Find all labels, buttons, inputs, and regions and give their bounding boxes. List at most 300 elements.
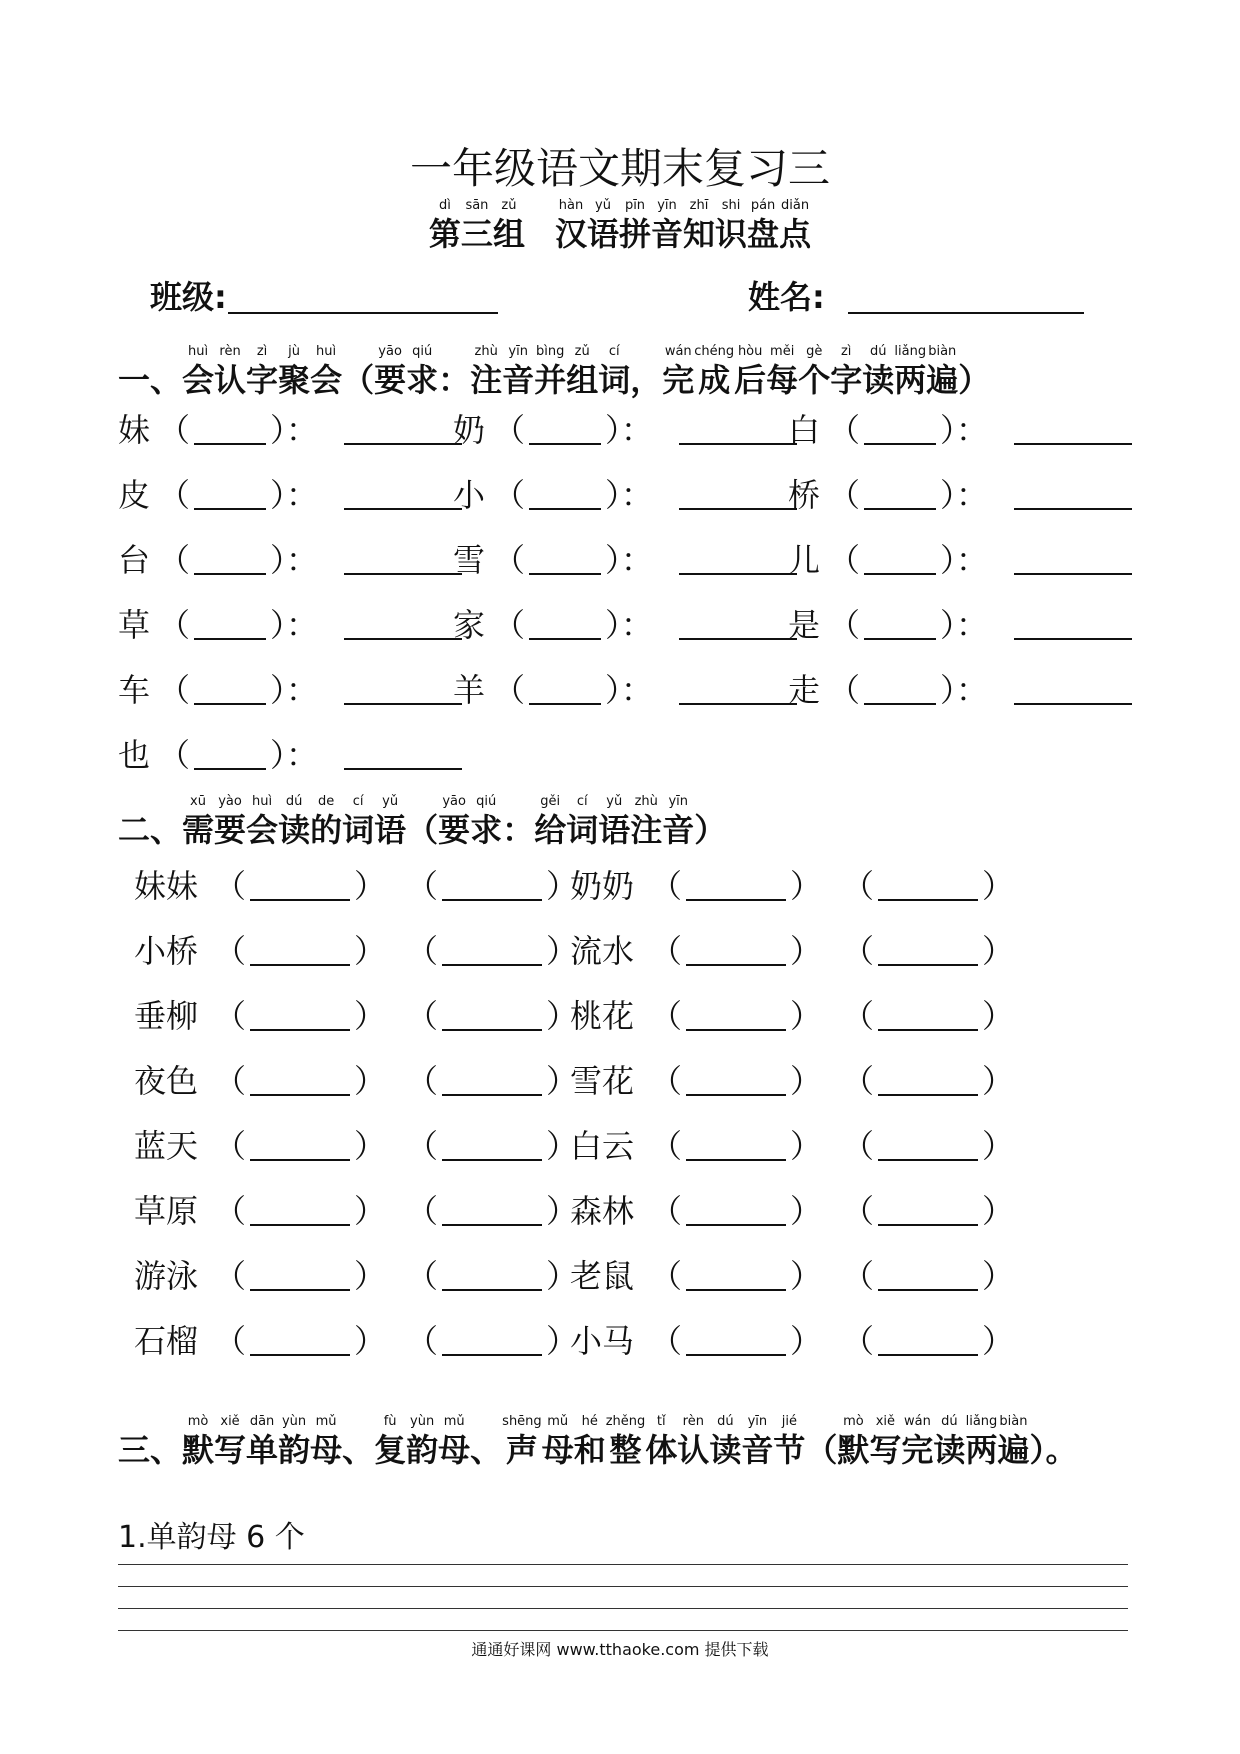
pinyin-blank[interactable] <box>194 610 266 640</box>
pinyin-blank[interactable] <box>864 480 936 510</box>
hanzi: 词 <box>342 811 375 849</box>
hanzi: 组 <box>566 361 599 399</box>
word-item <box>134 996 578 1036</box>
ruby-char <box>677 1414 709 1470</box>
pinyin-label: yào <box>218 794 242 809</box>
ruby-char <box>470 344 502 400</box>
hanzi: 默 <box>837 1431 870 1469</box>
char: 草 <box>118 606 151 644</box>
word-item <box>134 1256 578 1296</box>
pinyin-label: biàn <box>928 344 957 359</box>
paren-close: ） <box>790 997 823 1035</box>
char: 走 <box>788 671 821 709</box>
ruby-char <box>662 344 694 400</box>
pinyin-blank[interactable] <box>442 871 542 901</box>
paren-close: ）： <box>940 606 989 644</box>
word-item <box>134 1321 578 1361</box>
paren-close: ）： <box>605 411 654 449</box>
ruby-char <box>406 1414 438 1470</box>
paren-close: ） <box>354 932 387 970</box>
word-blank[interactable] <box>1014 545 1132 575</box>
writing-line[interactable] <box>118 1586 1128 1587</box>
ruby-char <box>278 344 310 400</box>
pinyin-label: wán <box>903 1414 931 1429</box>
word-blank[interactable] <box>344 675 462 705</box>
ruby-char <box>182 344 214 400</box>
word-blank[interactable] <box>679 415 797 445</box>
pinyin-label: hàn <box>558 198 584 213</box>
paren-open: （ <box>842 1322 875 1360</box>
ruby-char <box>651 198 683 254</box>
word-blank[interactable] <box>344 740 462 770</box>
heading-text: 三、 <box>118 1431 183 1469</box>
pinyin-label: jié <box>781 1414 797 1429</box>
pinyin-label: gè <box>806 344 823 359</box>
word: 小桥 <box>134 932 199 970</box>
hanzi: 汉 <box>554 215 587 253</box>
ruby-char <box>598 794 630 850</box>
ruby-char <box>662 794 694 850</box>
pinyin-label: yùn <box>410 1414 435 1429</box>
hanzi: 节 <box>773 1431 806 1469</box>
char-item <box>118 735 462 775</box>
footer: 通通好课网 www.tthaoke.com 提供下载 <box>471 1640 769 1659</box>
char-item <box>118 475 462 515</box>
pinyin-blank[interactable] <box>442 1066 542 1096</box>
ruby-char <box>470 794 502 850</box>
ruby-char <box>830 344 862 400</box>
pinyin-blank[interactable] <box>442 1196 542 1226</box>
paren-open: （ <box>158 736 191 774</box>
paren-close: ） <box>790 1322 823 1360</box>
pinyin-label: yǔ <box>595 198 611 213</box>
pinyin-blank[interactable] <box>194 480 266 510</box>
char-item <box>453 410 797 450</box>
paren-close: ） <box>790 1127 823 1165</box>
ruby-char <box>214 1414 246 1470</box>
pinyin-label: yāo <box>442 794 466 809</box>
pinyin-blank[interactable] <box>878 1001 978 1031</box>
hanzi: 要 <box>438 811 471 849</box>
ruby-char <box>566 344 598 400</box>
pinyin-blank[interactable] <box>878 871 978 901</box>
ruby-char <box>862 344 894 400</box>
ruby-char <box>310 1414 342 1470</box>
hanzi: 字 <box>246 361 279 399</box>
hanzi: 复 <box>374 1431 407 1469</box>
word: 奶奶 <box>570 867 635 905</box>
pinyin-blank[interactable] <box>864 415 936 445</box>
ruby-char <box>438 794 470 850</box>
pinyin-blank[interactable] <box>864 675 936 705</box>
paren-close: ） <box>354 997 387 1035</box>
paren-open: （ <box>406 1062 439 1100</box>
pinyin-label: mǔ <box>315 1414 337 1429</box>
ruby-char <box>965 1414 997 1470</box>
page-title: 一年级语文期末复习三 <box>409 144 830 193</box>
pinyin-blank[interactable] <box>250 936 350 966</box>
paren-open: （ <box>214 932 247 970</box>
ruby-char <box>779 198 811 254</box>
paren-open: （ <box>214 1192 247 1230</box>
writing-line[interactable] <box>118 1564 1128 1565</box>
ruby-char <box>747 198 779 254</box>
word: 草原 <box>134 1192 199 1230</box>
pinyin-blank[interactable] <box>686 1131 786 1161</box>
pinyin-blank[interactable] <box>529 415 601 445</box>
ruby-char <box>734 344 766 400</box>
hanzi: 母 <box>541 1431 574 1469</box>
pinyin-label: cí <box>608 344 620 359</box>
ruby-char <box>606 1414 646 1470</box>
hanzi: 三 <box>460 215 493 253</box>
hanzi: 的 <box>310 811 343 849</box>
word: 垂柳 <box>134 997 199 1035</box>
hanzi: 遍 <box>926 361 959 399</box>
char-item <box>453 540 797 580</box>
pinyin-blank[interactable] <box>686 871 786 901</box>
pinyin-label: dú <box>941 1414 958 1429</box>
pinyin-blank[interactable] <box>250 1001 350 1031</box>
ruby-char <box>429 198 461 254</box>
char: 桥 <box>788 476 821 514</box>
ruby-char <box>598 344 630 400</box>
word-blank[interactable] <box>679 610 797 640</box>
heading-text: （ <box>805 1431 838 1469</box>
pinyin-blank[interactable] <box>442 1326 542 1356</box>
word: 白云 <box>570 1127 635 1165</box>
paren-open: （ <box>158 606 191 644</box>
word-item <box>134 1126 578 1166</box>
pinyin-blank[interactable] <box>529 545 601 575</box>
paren-open: （ <box>828 541 861 579</box>
pinyin-label: xiě <box>875 1414 896 1429</box>
paren-open: （ <box>650 997 683 1035</box>
pinyin-blank[interactable] <box>878 936 978 966</box>
pinyin-blank[interactable] <box>194 675 266 705</box>
hanzi: 读 <box>278 811 311 849</box>
heading-text: 二、 <box>118 811 183 849</box>
pinyin-blank[interactable] <box>878 1196 978 1226</box>
pinyin-label: rèn <box>219 344 241 359</box>
word: 石榴 <box>134 1322 199 1360</box>
paren-close: ） <box>354 1257 387 1295</box>
char-item <box>453 475 797 515</box>
char: 白 <box>788 411 821 449</box>
hanzi: 识 <box>715 215 748 253</box>
paren-open: （ <box>828 606 861 644</box>
ruby-char <box>374 794 406 850</box>
paren-open: （ <box>214 997 247 1035</box>
pinyin-blank[interactable] <box>686 1066 786 1096</box>
ruby-char <box>619 198 651 254</box>
pinyin-label: zì <box>256 344 268 359</box>
pinyin-label: xū <box>190 794 206 809</box>
pinyin-label: jù <box>288 344 300 359</box>
pinyin-label: qiú <box>412 344 433 359</box>
pinyin-blank[interactable] <box>529 675 601 705</box>
word-blank[interactable] <box>344 480 462 510</box>
char-item <box>118 410 462 450</box>
paren-open: （ <box>650 1192 683 1230</box>
hanzi: 要 <box>214 811 247 849</box>
paren-open: （ <box>650 1062 683 1100</box>
paren-close: ）： <box>270 411 319 449</box>
ruby-char <box>502 344 534 400</box>
hanzi: 注 <box>630 811 663 849</box>
char-item <box>118 670 462 710</box>
paren-open: （ <box>842 1127 875 1165</box>
heading-text: ）。 <box>1029 1431 1078 1469</box>
hanzi: 默 <box>182 1431 215 1469</box>
ruby-char <box>837 1414 869 1470</box>
pinyin-label: yǔ <box>382 794 399 809</box>
pinyin-blank[interactable] <box>194 740 266 770</box>
pinyin-blank[interactable] <box>442 1001 542 1031</box>
word-blank[interactable] <box>344 415 462 445</box>
word-blank[interactable] <box>1014 480 1132 510</box>
pinyin-blank[interactable] <box>529 480 601 510</box>
ruby-char <box>182 1414 214 1470</box>
word-blank[interactable] <box>1014 675 1132 705</box>
hanzi: 注 <box>470 361 503 399</box>
paren-close: ）： <box>270 736 319 774</box>
pinyin-blank[interactable] <box>686 1261 786 1291</box>
pinyin-blank[interactable] <box>878 1326 978 1356</box>
pinyin-label: dì <box>438 198 451 213</box>
ruby-char <box>461 198 493 254</box>
word: 小马 <box>570 1322 635 1360</box>
pinyin-label: sān <box>465 198 489 213</box>
pinyin-blank[interactable] <box>878 1066 978 1096</box>
ruby-char <box>741 1414 773 1470</box>
pinyin-blank[interactable] <box>686 1326 786 1356</box>
word-blank[interactable] <box>679 480 797 510</box>
hanzi: 求 <box>470 811 503 849</box>
heading-text: ） <box>694 811 727 849</box>
word-blank[interactable] <box>1014 610 1132 640</box>
pinyin-label: dú <box>285 794 303 809</box>
subtitle <box>0 198 1240 254</box>
ruby-char <box>502 1414 542 1470</box>
section3-heading <box>118 1414 1077 1470</box>
char: 奶 <box>453 411 486 449</box>
paren-close: ） <box>546 867 579 905</box>
char-item <box>788 670 1132 710</box>
char: 也 <box>118 736 151 774</box>
hanzi: 第 <box>428 215 461 253</box>
paren-close: ）： <box>940 476 989 514</box>
word-blank[interactable] <box>679 545 797 575</box>
word-item <box>570 1191 1014 1231</box>
paren-close: ）： <box>270 476 319 514</box>
pinyin-blank[interactable] <box>250 1261 350 1291</box>
hanzi: 和 <box>573 1431 606 1469</box>
heading-text: （ <box>342 361 375 399</box>
hanzi: 音 <box>502 361 535 399</box>
pinyin-blank[interactable] <box>194 415 266 445</box>
word-blank[interactable] <box>1014 415 1132 445</box>
ruby-char <box>493 198 525 254</box>
hanzi: 每 <box>766 361 799 399</box>
paren-open: （ <box>650 1322 683 1360</box>
ruby-char <box>214 344 246 400</box>
char: 台 <box>118 541 151 579</box>
pinyin-blank[interactable] <box>250 1326 350 1356</box>
paren-close: ） <box>354 867 387 905</box>
pinyin-label: mò <box>843 1414 864 1429</box>
pinyin-label: diǎn <box>781 198 810 213</box>
paren-close: ）： <box>605 606 654 644</box>
paren-close: ）： <box>270 671 319 709</box>
pinyin-label: yīn <box>657 198 677 213</box>
pinyin-blank[interactable] <box>250 1196 350 1226</box>
ruby-char <box>566 794 598 850</box>
paren-close: ） <box>790 932 823 970</box>
ruby-char <box>683 198 715 254</box>
pinyin-blank[interactable] <box>250 1131 350 1161</box>
ruby-char <box>997 1414 1029 1470</box>
writing-line[interactable] <box>118 1608 1128 1609</box>
pinyin-label: dú <box>717 1414 734 1429</box>
pinyin-blank[interactable] <box>686 1196 786 1226</box>
paren-open: （ <box>406 997 439 1035</box>
paren-open: （ <box>650 867 683 905</box>
ruby-char <box>438 1414 470 1470</box>
char: 皮 <box>118 476 151 514</box>
paren-open: （ <box>650 1127 683 1165</box>
paren-close: ） <box>354 1062 387 1100</box>
word-item <box>570 1126 1014 1166</box>
ruby-char <box>933 1414 965 1470</box>
pinyin-label: huì <box>252 794 273 809</box>
hanzi: 知 <box>683 215 716 253</box>
ruby-char <box>630 794 662 850</box>
paren-close: ） <box>982 867 1015 905</box>
name-field[interactable] <box>848 312 1084 314</box>
pinyin-blank[interactable] <box>194 545 266 575</box>
paren-open: （ <box>650 1257 683 1295</box>
hanzi: 两 <box>965 1431 998 1469</box>
pinyin-blank[interactable] <box>878 1131 978 1161</box>
pinyin-blank[interactable] <box>529 610 601 640</box>
hanzi: 语 <box>374 811 407 849</box>
paren-open: （ <box>406 1192 439 1230</box>
hanzi: 母 <box>438 1431 471 1469</box>
char-item <box>788 540 1132 580</box>
paren-open: （ <box>214 1257 247 1295</box>
hanzi: 点 <box>779 215 812 253</box>
hanzi: 求 <box>406 361 439 399</box>
word: 桃花 <box>570 997 635 1035</box>
char: 妹 <box>118 411 151 449</box>
pinyin-blank[interactable] <box>250 871 350 901</box>
hanzi: 会 <box>182 361 215 399</box>
pinyin-label: biàn <box>999 1414 1028 1429</box>
word-blank[interactable] <box>344 610 462 640</box>
pinyin-label: yīn <box>508 344 528 359</box>
word-item <box>134 931 578 971</box>
pinyin-label: rèn <box>682 1414 704 1429</box>
hanzi: 词 <box>566 811 599 849</box>
paren-open: （ <box>493 476 526 514</box>
pinyin-blank[interactable] <box>250 1066 350 1096</box>
paren-open: （ <box>214 1062 247 1100</box>
word-blank[interactable] <box>344 545 462 575</box>
pinyin-label: dān <box>249 1414 275 1429</box>
pinyin-blank[interactable] <box>442 1261 542 1291</box>
hanzi: 读 <box>862 361 895 399</box>
pinyin-blank[interactable] <box>686 1001 786 1031</box>
hanzi: 要 <box>374 361 407 399</box>
hanzi: 拼 <box>618 215 651 253</box>
pinyin-blank[interactable] <box>878 1261 978 1291</box>
hanzi: 认 <box>214 361 247 399</box>
char-item <box>788 605 1132 645</box>
pinyin-label: yùn <box>281 1414 307 1429</box>
word: 流水 <box>570 932 635 970</box>
hanzi: 语 <box>586 215 619 253</box>
pinyin-blank[interactable] <box>442 1131 542 1161</box>
pinyin-label: měi <box>770 344 795 359</box>
pinyin-label: qiú <box>476 794 497 809</box>
pinyin-blank[interactable] <box>864 545 936 575</box>
paren-open: （ <box>493 411 526 449</box>
paren-close: ）： <box>270 541 319 579</box>
pinyin-blank[interactable] <box>686 936 786 966</box>
paren-close: ） <box>546 1192 579 1230</box>
paren-open: （ <box>214 1127 247 1165</box>
hanzi: 韵 <box>278 1431 311 1469</box>
paren-close: ）： <box>605 541 654 579</box>
ruby-char <box>555 198 587 254</box>
pinyin-label: yīn <box>668 794 689 809</box>
heading-text: 一、 <box>118 361 183 399</box>
paren-open: （ <box>842 932 875 970</box>
word: 雪花 <box>570 1062 635 1100</box>
section1-heading <box>118 344 990 400</box>
pinyin-blank[interactable] <box>442 936 542 966</box>
paren-close: ） <box>790 1062 823 1100</box>
pinyin-label: huì <box>316 344 337 359</box>
pinyin-label: zhù <box>634 794 658 809</box>
ruby-char <box>901 1414 933 1470</box>
word-item <box>570 931 1014 971</box>
ruby-char <box>182 794 214 850</box>
hanzi: 音 <box>662 811 695 849</box>
ruby-char <box>310 794 342 850</box>
char: 儿 <box>788 541 821 579</box>
char-item <box>118 605 462 645</box>
hanzi: 整 <box>609 1431 642 1469</box>
char: 雪 <box>453 541 486 579</box>
name-label: 姓名: <box>748 278 825 316</box>
ruby-char <box>645 1414 677 1470</box>
word-blank[interactable] <box>679 675 797 705</box>
paren-open: （ <box>214 867 247 905</box>
pinyin-blank[interactable] <box>864 610 936 640</box>
paren-open: （ <box>214 1322 247 1360</box>
pinyin-label: pán <box>750 198 776 213</box>
class-field[interactable] <box>228 312 498 314</box>
word-item <box>134 866 578 906</box>
ruby-char <box>715 198 747 254</box>
pinyin-label: hòu <box>737 344 763 359</box>
writing-line[interactable] <box>118 1630 1128 1631</box>
word-item <box>570 1256 1014 1296</box>
pinyin-label: mò <box>187 1414 209 1429</box>
hanzi: 并 <box>534 361 567 399</box>
